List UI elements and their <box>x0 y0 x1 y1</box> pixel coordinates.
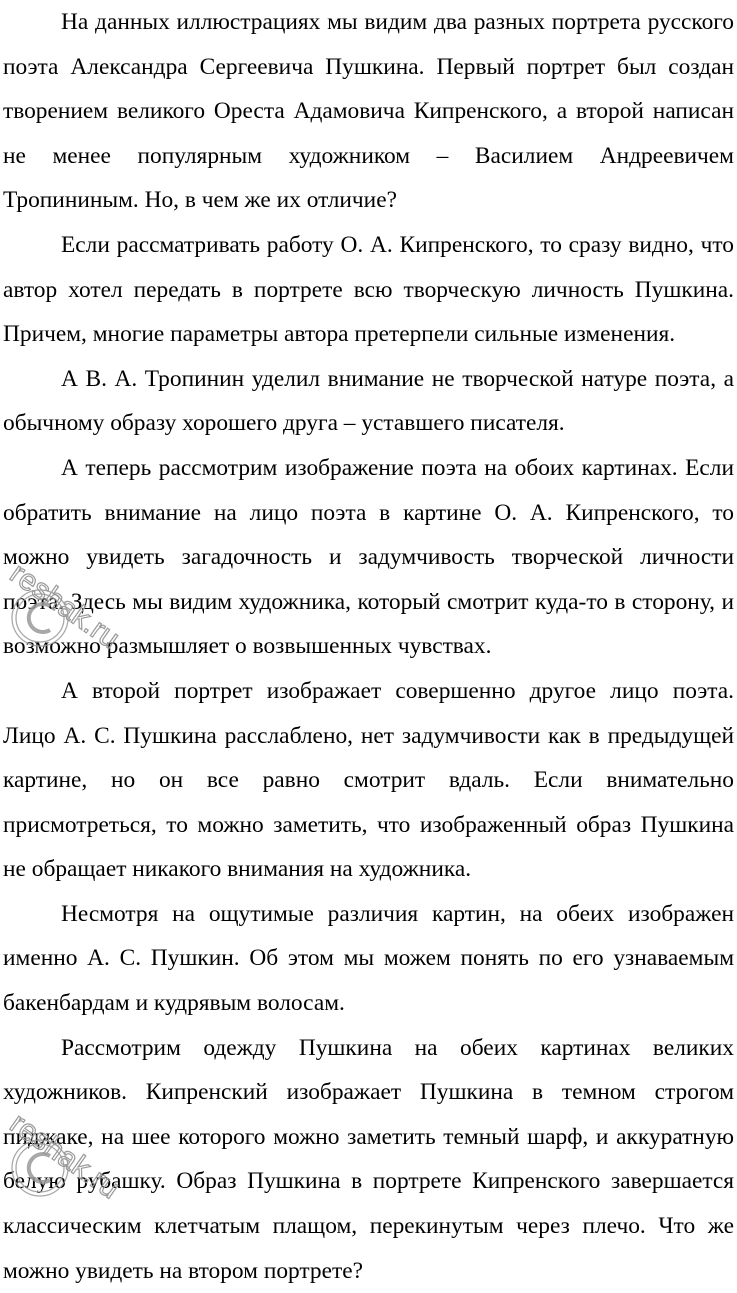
paragraph-similarities: Несмотря на ощутимые различия картин, на обеих изображен именно А. С. Пушкин. Об этом мы можем понять по его узнаваемым бакенбардам и кудрявым волосам. <box>3 900 734 1017</box>
paragraph-tropinin-work: А В. А. Тропинин уделил внимание не творческой натуре поэта, а обычному образу хорошего друга – уставшего писателя. <box>3 365 734 437</box>
paragraph-clothing: Рассмотрим одежду Пушкина на обеих картинах великих художников. Кипренский изображает Пушкина в темном строгом пиджаке, на шее которого можно заметить темный шарф, и аккуратную белую рубашку. Образ Пушкина в портрете Кипренского завершается классическим клетчатым плащом, перекинутым через плечо. Что же можно увидеть на втором портрете? <box>3 1034 734 1284</box>
paragraph-intro: На данных иллюстрациях мы видим два разных портрета русского поэта Александра Сергеевича Пушкина. Первый портрет был создан творением великого Ореста Адамовича Кипренского, а второй написан не менее популярным художником – Василием Андреевичем Тропининым. Но, в чем же их отличие? <box>3 9 734 214</box>
watermark-text: reshak.ru <box>3 556 126 656</box>
paragraph-face-kiprensky: А теперь рассмотрим изображение поэта на обоих картинах. Если обратить внимание на лицо поэта в картине О. А. Кипренского, то можно увидеть загадочность и задумчивость творческой личности поэта. Здесь мы видим художника, который смотрит куда-то в сторону, и возможно размышляет о возвышенных чувствах. <box>3 454 734 660</box>
paragraph-face-tropinin: А второй портрет изображает совершенно другое лицо поэта. Лицо А. С. Пушкина расслаблено, нет задумчивости как в предыдущей картине, но он все равно смотрит вдаль. Если внимательно присмотреться, то можно заметить, что изображенный образ Пушкина не обращает никакого внимания на художника. <box>3 677 734 883</box>
watermark-text: reshak.ru <box>3 1106 126 1206</box>
document-page <box>3 0 734 1293</box>
paragraph-kiprensky-work: Если рассматривать работу О. А. Кипренского, то сразу видно, что автор хотел передать в портрете всю творческую личность Пушкина. Причем, многие параметры автора претерпели сильные изменения. <box>3 231 734 348</box>
